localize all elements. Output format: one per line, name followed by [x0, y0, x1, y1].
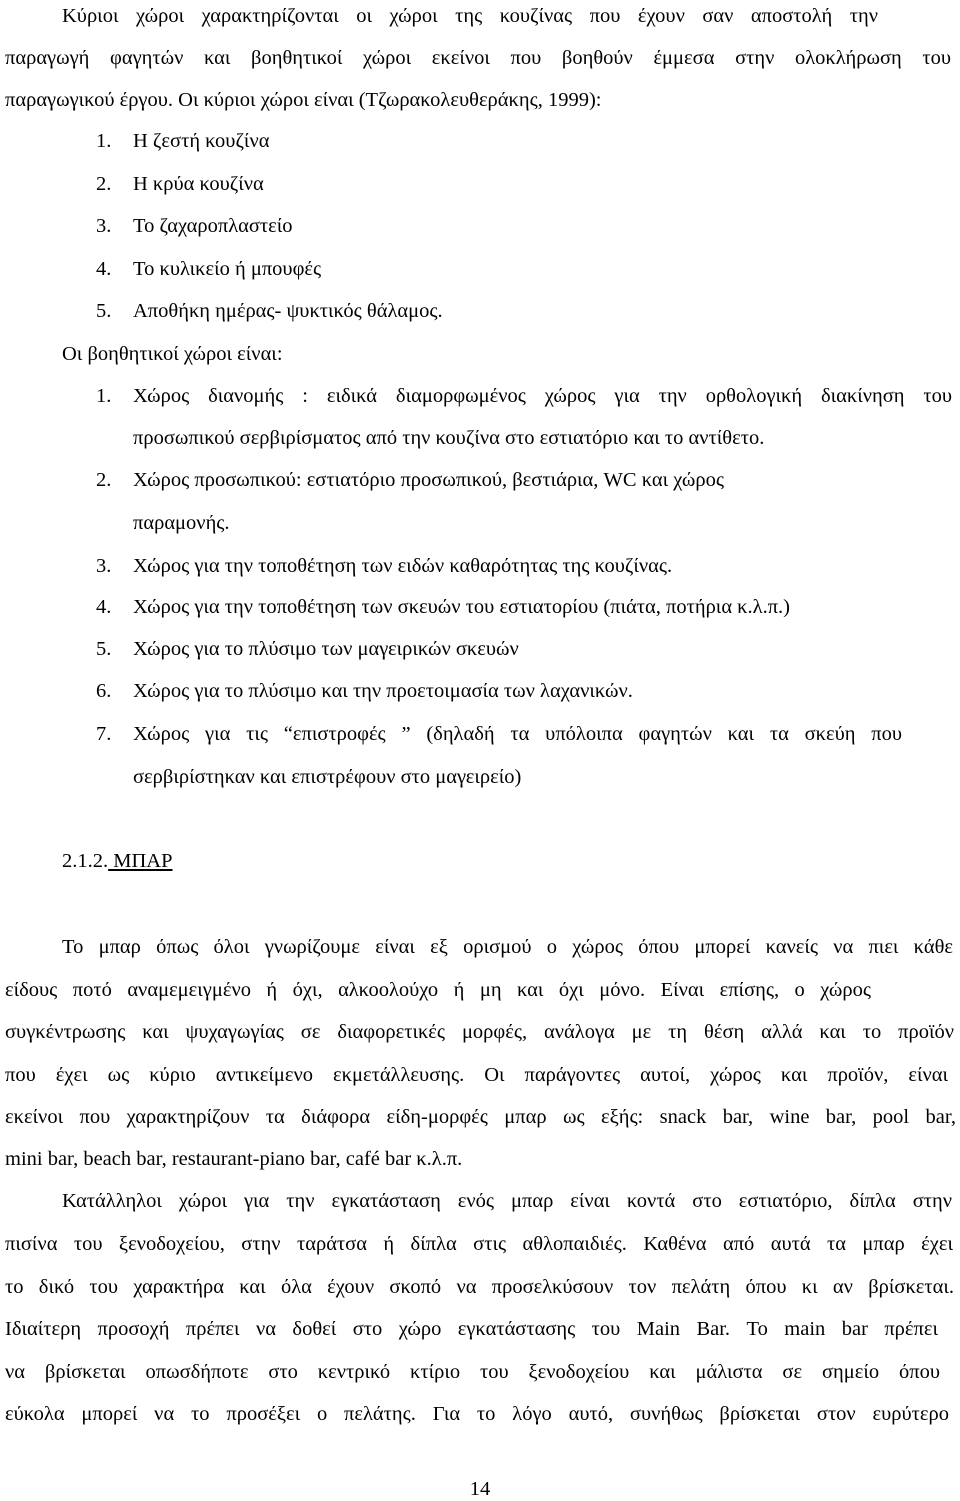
list-number: 5.: [96, 300, 112, 322]
section-number: 2.1.2.: [62, 850, 109, 872]
list-item-continuation: σερβιρίστηκαν και επιστρέφουν στο μαγειρείο): [133, 766, 522, 788]
section-heading: [62, 851, 173, 872]
list-item: Η κρύα κουζίνα: [133, 173, 264, 195]
list-number: 3.: [96, 555, 112, 577]
paragraph-line: να βρίσκεται οπωσδήποτε στο κεντρικό κτίριο του ξενοδοχείου και μάλιστα σε σημείο όπου: [5, 1361, 940, 1383]
list-item: Χώρος για την τοποθέτηση των ειδών καθαρότητας της κουζίνας.: [133, 555, 673, 577]
paragraph-line: συγκέντρωσης και ψυχαγωγίας σε διαφορετικές μορφές, ανάλογα με τη θέση αλλά και το προϊόν: [5, 1021, 954, 1043]
list-number: 3.: [96, 215, 112, 237]
intro-line: παραγωγή φαγητών και βοηθητικοί χώροι εκείνοι που βοηθούν έμμεσα στην ολοκλήρωση του: [5, 47, 951, 69]
paragraph-line: Το μπαρ όπως όλοι γνωρίζουμε είναι εξ ορισμού ο χώρος όπου μπορεί κανείς να πιει κάθε: [62, 936, 953, 958]
list-item: Χώρος για την τοποθέτηση των σκευών του εστιατορίου (πιάτα, ποτήρια κ.λ.π.): [133, 596, 791, 618]
paragraph-line: εύκολα μπορεί να το προσέξει ο πελάτης. Για το λόγο αυτό, συνήθως βρίσκεται στον ευρύτερο: [5, 1403, 949, 1425]
list-number: 1.: [96, 130, 112, 152]
list-item: Το κυλικείο ή μπουφές: [133, 258, 322, 280]
list-item-continuation: προσωπικού σερβιρίσματος από την κουζίνα στο εστιατόριο και το αντίθετο.: [133, 427, 765, 449]
list-number: 5.: [96, 638, 112, 660]
section-title: ΜΠΑΡ: [108, 850, 173, 872]
list-item: Χώρος για το πλύσιμο και την προετοιμασία των λαχανικών.: [133, 680, 633, 702]
paragraph-line: mini bar, beach bar, restaurant-piano bar, café bar κ.λ.π.: [5, 1148, 463, 1170]
paragraph-line: το δικό του χαρακτήρα και όλα έχουν σκοπό να προσελκύσουν τον πελάτη όπου κι αν βρίσκεται.: [5, 1276, 954, 1298]
list-item: Αποθήκη ημέρας- ψυκτικός θάλαμος.: [133, 300, 443, 322]
intro-line: παραγωγικού έργου. Οι κύριοι χώροι είναι (Τζωρακολευθεράκης, 1999):: [5, 89, 602, 111]
list-item: Χώρος για τις “επιστροφές ” (δηλαδή τα υπόλοιπα φαγητών και τα σκεύη που: [133, 723, 902, 745]
list-number: 4.: [96, 596, 112, 618]
list-number: 7.: [96, 723, 112, 745]
list-item: Χώρος για το πλύσιμο των μαγειρικών σκευών: [133, 638, 519, 660]
list-number: 2.: [96, 173, 112, 195]
list-item: Χώρος διανομής : ειδικά διαμορφωμένος χώρος για την ορθολογική διακίνηση του: [133, 385, 952, 407]
paragraph-line: εκείνοι που χαρακτηρίζουν τα διάφορα είδη-μορφές μπαρ ως εξής: snack bar, wine bar, pool bar,: [5, 1106, 956, 1128]
list-item: Η ζεστή κουζίνα: [133, 130, 270, 152]
list-item: Χώρος προσωπικού: εστιατόριο προσωπικού, βεστιάρια, WC και χώρος: [133, 469, 724, 491]
list-number: 6.: [96, 680, 112, 702]
list-number: 2.: [96, 469, 112, 491]
list-item-continuation: παραμονής.: [133, 512, 230, 534]
paragraph-line: Κατάλληλοι χώροι για την εγκατάσταση ενός μπαρ είναι κοντά στο εστιατόριο, δίπλα στην: [62, 1190, 952, 1212]
paragraph-line: πισίνα του ξενοδοχείου, στην ταράτσα ή δίπλα στις αθλοπαιδιές. Καθένα από αυτά τα μπαρ έχει: [5, 1233, 953, 1255]
paragraph-line: που έχει ως κύριο αντικείμενο εκμετάλλευσης. Οι παράγοντες αυτοί, χώρος και προϊόν, είναι: [5, 1064, 948, 1086]
paragraph-line: είδους ποτό αναμεμειγμένο ή όχι, αλκοολούχο ή μη και όχι μόνο. Είναι επίσης, ο χώρος: [5, 979, 871, 1001]
aux-heading: Οι βοηθητικοί χώροι είναι:: [62, 343, 283, 365]
paragraph-line: Ιδιαίτερη προσοχή πρέπει να δοθεί στο χώρο εγκατάστασης του Main Bar. Το main bar πρέπει: [5, 1318, 938, 1340]
page-number: 14: [469, 1478, 491, 1500]
list-number: 4.: [96, 258, 112, 280]
list-number: 1.: [96, 385, 112, 407]
list-item: Το ζαχαροπλαστείο: [133, 215, 293, 237]
intro-line: Κύριοι χώροι χαρακτηρίζονται οι χώροι της κουζίνας που έχουν σαν αποστολή την: [62, 5, 878, 27]
